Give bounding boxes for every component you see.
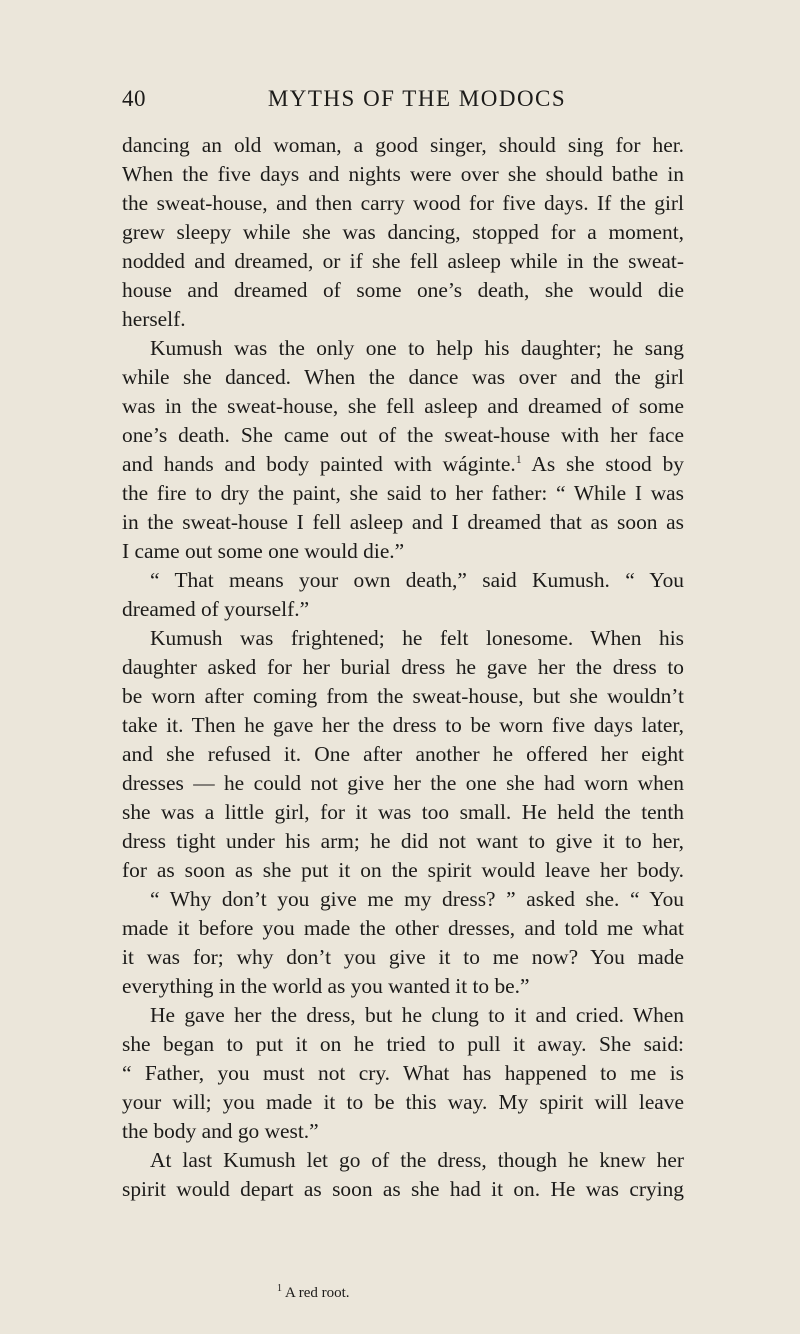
- text-line: nodded and dreamed, or if she fell asleep while in the sweat-: [122, 249, 684, 273]
- text-line: dancing an old woman, a good singer, should sing for her.: [122, 133, 684, 157]
- text-line: Kumush was the only one to help his daughter; he sang: [150, 336, 684, 360]
- text-line: while she danced. When the dance was over and the girl: [122, 365, 684, 389]
- text-line: the fire to dry the paint, she said to her father: “ While I was: [122, 481, 684, 505]
- text-line: house and dreamed of some one’s death, she would die: [122, 278, 684, 302]
- text-line: for as soon as she put it on the spirit would leave her body.: [122, 858, 684, 882]
- text-line: in the sweat-house I fell asleep and I dreamed that as soon as: [122, 510, 684, 534]
- page-number: 40: [122, 86, 146, 111]
- text-line: take it. Then he gave her the dress to be worn five days later,: [122, 713, 684, 737]
- footnote-reference: 1: [515, 451, 522, 466]
- text-line: daughter asked for her burial dress he gave her the dress to: [122, 655, 684, 679]
- text-line: He gave her the dress, but he clung to it and cried. When: [150, 1003, 684, 1027]
- text-line: I came out some one would die.”: [122, 539, 405, 563]
- text-line: “ Why don’t you give me my dress? ” asked she. “ You: [150, 887, 684, 911]
- text-line: When the five days and nights were over she should bathe in: [122, 162, 684, 186]
- footnote: [277, 1283, 350, 1303]
- body-text: [122, 131, 684, 1204]
- text-line: the sweat-house, and then carry wood for five days. If the girl: [122, 191, 684, 215]
- text-line: it was for; why don’t you give it to me now? You made: [122, 945, 684, 969]
- text-line: she began to put it on he tried to pull it away. She said:: [122, 1032, 684, 1056]
- text-line: she was a little girl, for it was too small. He held the tenth: [122, 800, 684, 824]
- text-line-with-footnote: [122, 450, 684, 479]
- running-title: MYTHS OF THE MODOCS: [267, 86, 567, 111]
- text-line: dress tight under his arm; he did not want to give it to her,: [122, 829, 684, 853]
- text-line: and she refused it. One after another he offered her eight: [122, 742, 684, 766]
- text-line: At last Kumush let go of the dress, though he knew her: [150, 1148, 684, 1172]
- footnote-text: A red root.: [284, 1285, 350, 1301]
- text-line: dreamed of yourself.”: [122, 597, 310, 621]
- text-line: your will; you made it to be this way. My spirit will leave: [122, 1090, 684, 1114]
- text-line: be worn after coming from the sweat-house, but she wouldn’t: [122, 684, 684, 708]
- text-segment: and hands and body painted with wáginte.: [122, 452, 516, 476]
- text-line: grew sleepy while she was dancing, stopped for a moment,: [122, 220, 684, 244]
- text-line: dresses — he could not give her the one she had worn when: [122, 771, 684, 795]
- text-line: herself.: [122, 307, 186, 331]
- text-line: spirit would depart as soon as she had it on. He was crying: [122, 1177, 684, 1201]
- text-line: was in the sweat-house, she fell asleep and dreamed of some: [122, 394, 684, 418]
- text-line: “ Father, you must not cry. What has happened to me is: [122, 1061, 684, 1085]
- text-segment: As she stood by: [531, 452, 684, 476]
- text-line: Kumush was frightened; he felt lonesome. When his: [150, 626, 684, 650]
- text-line: everything in the world as you wanted it to be.”: [122, 974, 530, 998]
- page-header: [122, 86, 682, 122]
- footnote-marker: 1: [277, 1283, 282, 1294]
- text-line: the body and go west.”: [122, 1119, 319, 1143]
- text-line: made it before you made the other dresses, and told me what: [122, 916, 684, 940]
- text-line: one’s death. She came out of the sweat-house with her face: [122, 423, 684, 447]
- text-line: “ That means your own death,” said Kumush. “ You: [150, 568, 684, 592]
